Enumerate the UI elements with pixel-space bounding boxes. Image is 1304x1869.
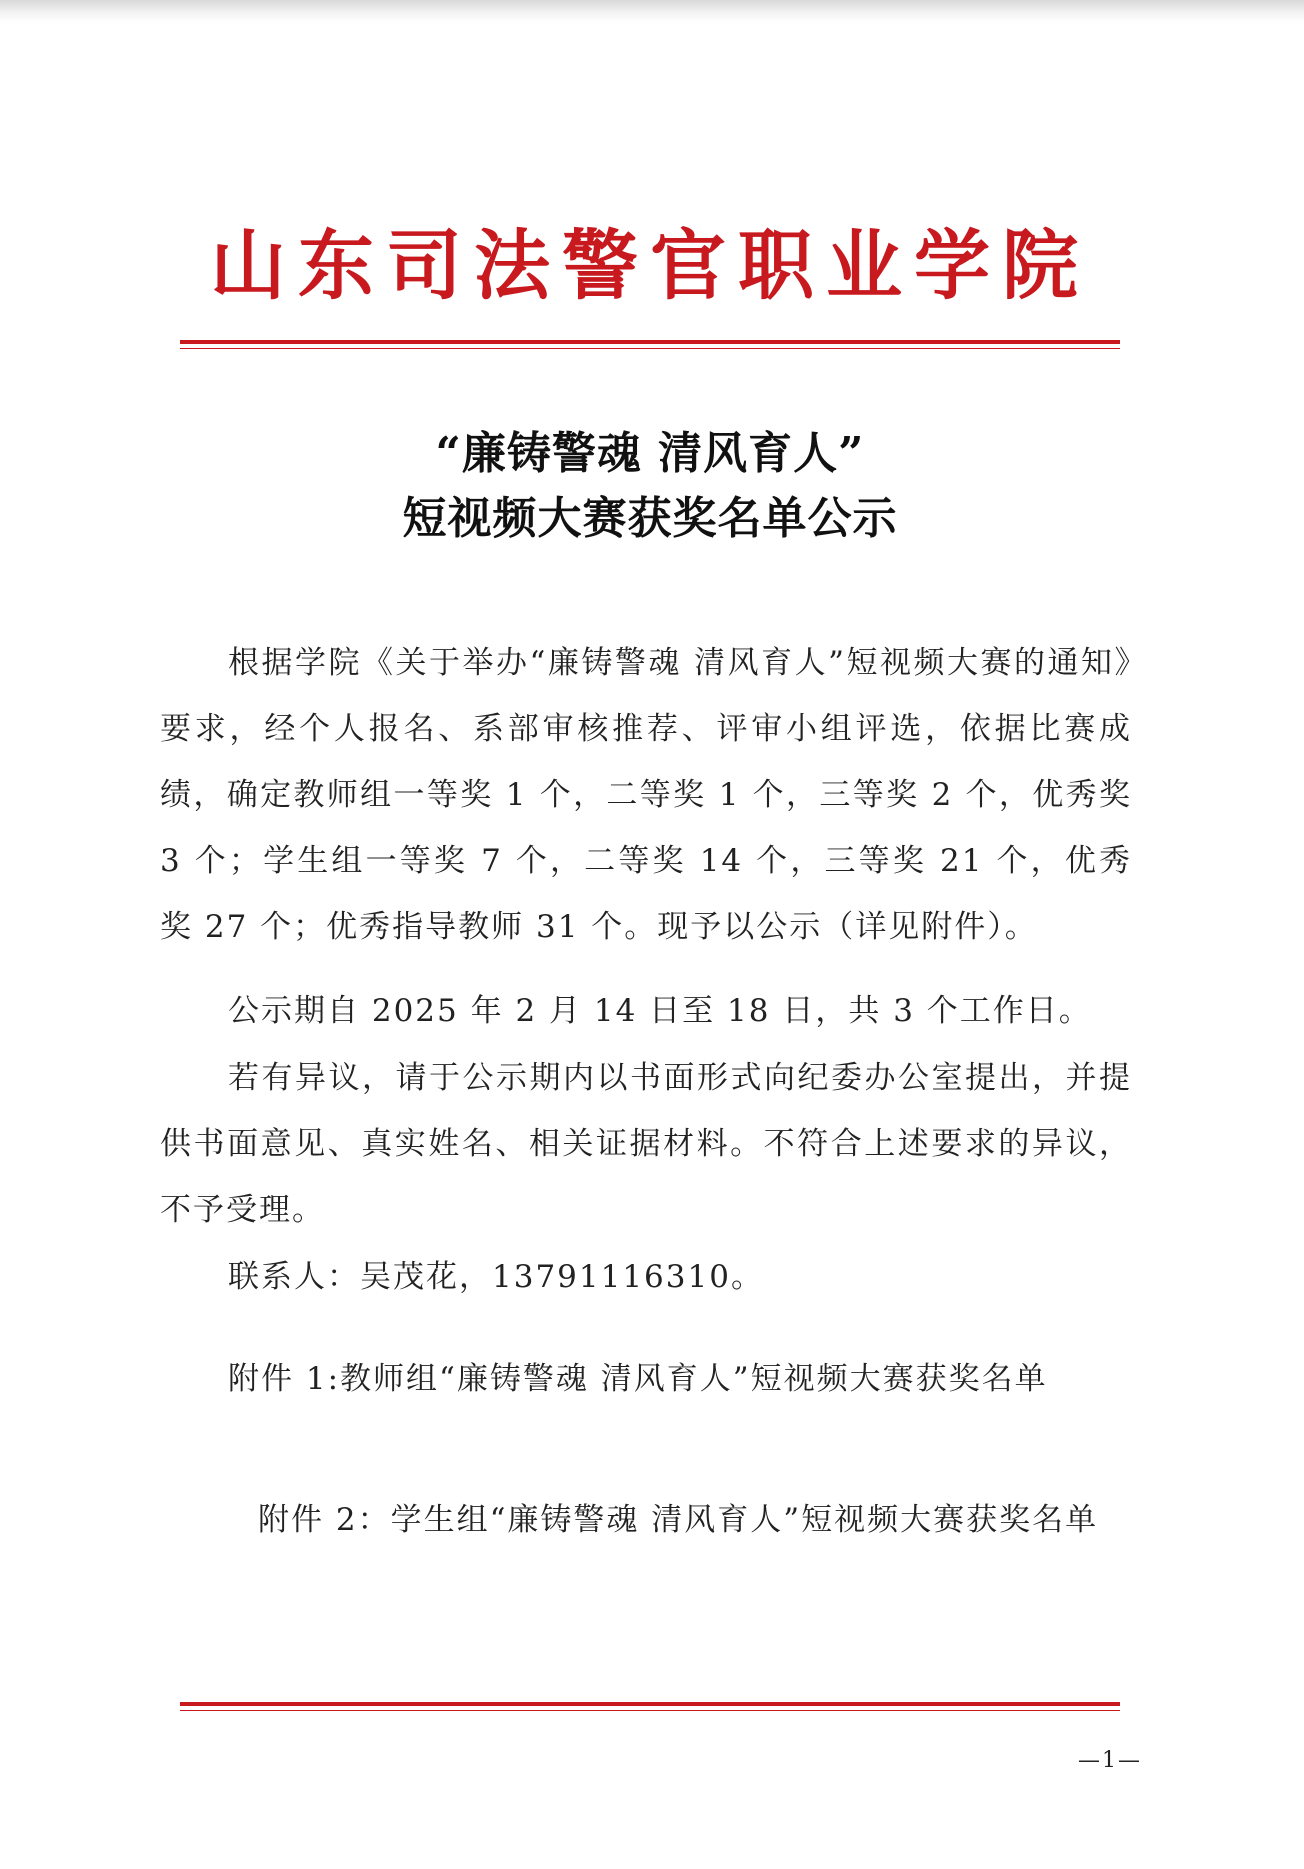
header-red-divider: [180, 340, 1120, 344]
document-title-line-2: 短视频大赛获奖名单公示: [402, 493, 898, 544]
page-number: —1—: [1078, 1748, 1142, 1773]
attachment-2-text: 附件 2：学生组“廉铸警魂 清风育人”短视频大赛获奖名单: [258, 1502, 1099, 1538]
award-summary-paragraph: [160, 630, 1132, 960]
objection-text: 若有异议，请于公示期内以书面形式向纪委办公室提出，并提供书面意见、真实姓名、相关证据材料。不符合上述要求的异议，不予受理。: [160, 1060, 1132, 1228]
attachment-2-paragraph: [184, 1487, 1130, 1553]
document-title-line-1: “廉铸警魂 清风育人”: [435, 428, 865, 479]
publicity-period-paragraph: [160, 978, 1132, 1044]
footer-red-divider: [180, 1702, 1120, 1706]
objection-paragraph: [160, 1045, 1132, 1243]
institution-header: 山东司法警官职业学院: [210, 221, 1090, 310]
attachment-1-paragraph: [160, 1346, 1130, 1412]
publicity-period-text: 公示期自 2025 年 2 月 14 日至 18 日，共 3 个工作日。: [228, 993, 1092, 1029]
award-summary-text: 根据学院《关于举办“廉铸警魂 清风育人”短视频大赛的通知》要求，经个人报名、系部审核推荐、评审小组评选，依据比赛成绩，确定教师组一等奖 1 个，二等奖 1 个，三等奖 2 个，优秀奖 3 个；学生组一等奖 7 个，二等奖 14 个，三等奖 21 个，优秀奖 27 个；优秀指导教师 31 个。现予以公示（详见附件）。: [160, 645, 1132, 945]
contact-text: 联系人：吴茂花，13791116310。: [228, 1259, 764, 1295]
contact-paragraph: [160, 1244, 1132, 1310]
attachment-1-text: 附件 1:教师组“廉铸警魂 清风育人”短视频大赛获奖名单: [228, 1361, 1048, 1397]
scan-edge-shadow: [0, 0, 1304, 22]
